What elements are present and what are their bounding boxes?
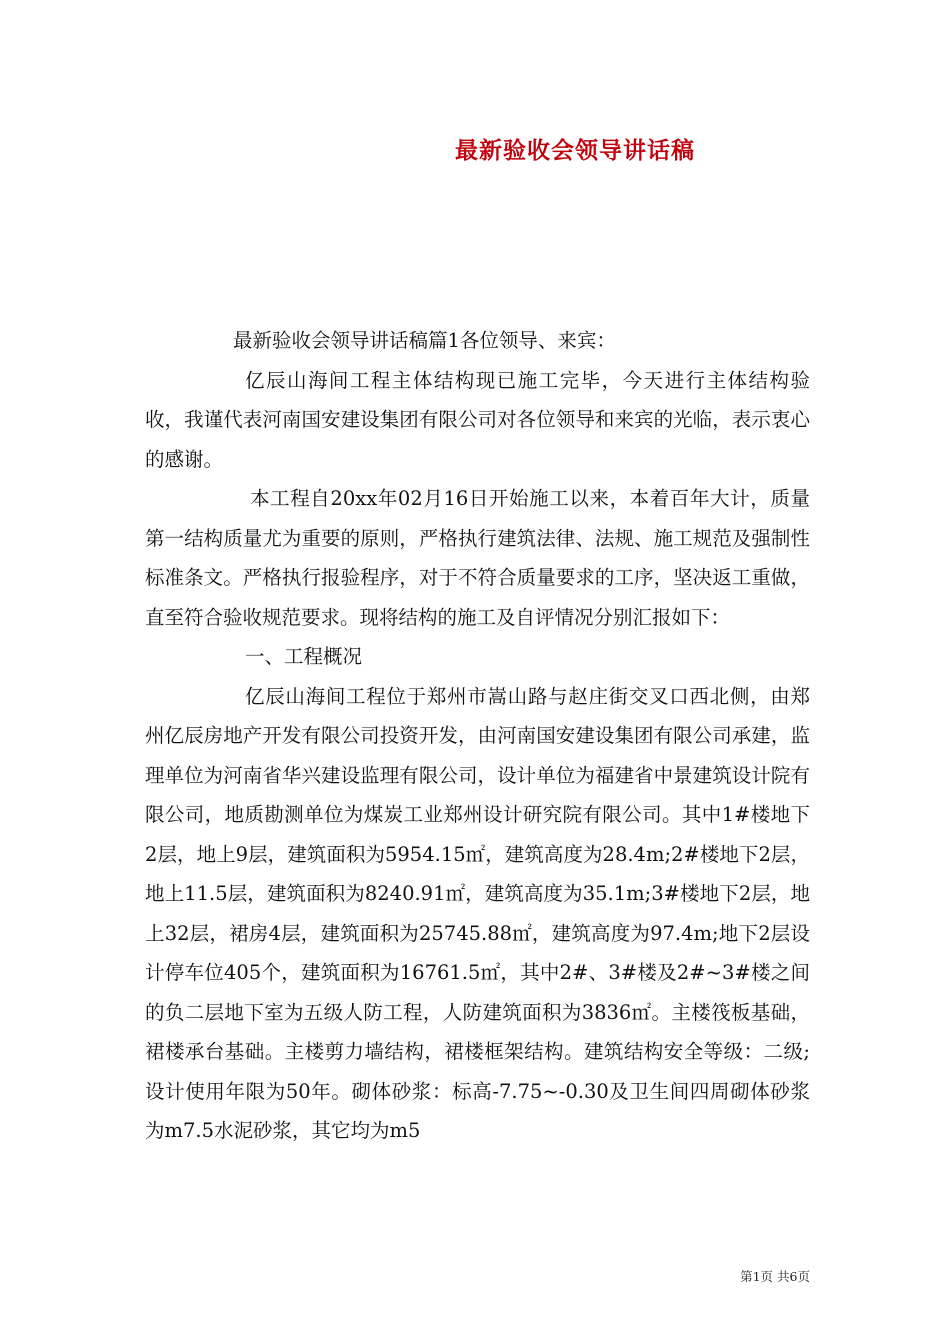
- page-number: 第1页 共6页: [740, 1269, 810, 1284]
- document-body: [145, 321, 810, 1151]
- document-title: 最新验收会领导讲话稿: [455, 137, 695, 164]
- paragraph-construction: 本工程自20xx年02月16日开始施工以来，本着百年大计，质量第一结构质量尤为重要的原则，严格执行建筑法律、法规、施工规范及强制性标准条文。严格执行报验程序，对于不符合质量要求的工序，坚决返工重做，直至符合验收规范要求。现将结构的施工及自评情况分别汇报如下：: [145, 487, 810, 629]
- paragraph-greeting: 最新验收会领导讲话稿篇1各位领导、来宾：: [233, 329, 616, 352]
- paragraph-overview: 亿辰山海间工程位于郑州市嵩山路与赵庄街交叉口西北侧，由郑州亿辰房地产开发有限公司投资开发，由河南国安建设集团有限公司承建，监理单位为河南省华兴建设监理有限公司，设计单位为福建省中景建筑设计院有限公司，地质勘测单位为煤炭工业郑州设计研究院有限公司。其中1#楼地下2层，地上9层，建筑面积为5954.15㎡，建筑高度为28.4m;2#楼地下2层，地上11.5层，建筑面积为8240.91㎡，建筑高度为35.1m;3#楼地下2层，地上32层，裙房4层，建筑面积为25745.88㎡，建筑高度为97.4m;地下2层设计停车位405个，建筑面积为16761.5㎡，其中2#、3#楼及2#~3#楼之间的负二层地下室为五级人防工程，人防建筑面积为3836㎡。主楼筏板基础，裙楼承台基础。主楼剪力墙结构，裙楼框架结构。建筑结构安全等级：二级;设计使用年限为50年。砌体砂浆：标高-7.75~-0.30及卫生间四周砌体砂浆为m7.5水泥砂浆，其它均为m5: [145, 684, 810, 1142]
- section-heading-overview: 一、工程概况: [245, 645, 363, 668]
- paragraph-intro: 亿辰山海间工程主体结构现已施工完毕，今天进行主体结构验收，我谨代表河南国安建设集团有限公司对各位领导和来宾的光临，表示衷心的感谢。: [145, 368, 810, 471]
